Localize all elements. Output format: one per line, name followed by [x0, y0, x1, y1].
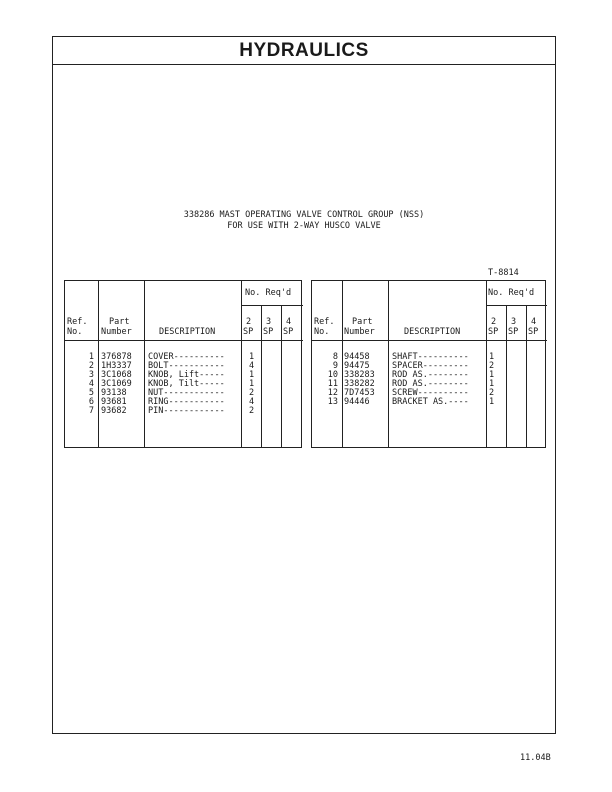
- description-header: DESCRIPTION: [159, 327, 216, 337]
- table-row-part: 93681: [101, 397, 127, 407]
- table-row-desc: SPACER---------: [392, 361, 469, 371]
- col-2sp-header-line-2: SP: [243, 327, 254, 337]
- table-row-qty: 1: [489, 352, 495, 362]
- table-row-ref: 1: [88, 352, 94, 362]
- table-row-ref: 10: [327, 370, 338, 380]
- table-row-part: 3C1068: [101, 370, 132, 380]
- group-heading-line-1: 338286 MAST OPERATING VALVE CONTROL GROUP (NSS): [183, 210, 425, 220]
- parts-table-left: [64, 280, 302, 448]
- col-4sp-header-line-1: 4: [286, 317, 292, 327]
- table-row-part: 7D7453: [344, 388, 375, 398]
- table-row-part: 93682: [101, 406, 127, 416]
- table-row-qty: 2: [489, 388, 495, 398]
- table-row-desc: RING-----------: [148, 397, 225, 407]
- table-row-desc: BOLT-----------: [148, 361, 225, 371]
- table-row-part: 94475: [344, 361, 370, 371]
- ref-header-line-1: Ref.: [67, 317, 88, 327]
- table-row-ref: 4: [88, 379, 94, 389]
- table-row-qty: 2: [249, 388, 255, 398]
- col-4sp-header-line-2: SP: [283, 327, 294, 337]
- table-row-desc: KNOB, Tilt-----: [148, 379, 225, 389]
- table-row-desc: PIN------------: [148, 406, 225, 416]
- page-title: HYDRAULICS: [239, 39, 369, 61]
- table-row-part: 94446: [344, 397, 370, 407]
- table-row-ref: 2: [88, 361, 94, 371]
- table-row-ref: 6: [88, 397, 94, 407]
- table-row-desc: NUT------------: [148, 388, 225, 398]
- table-row-desc: ROD AS.--------: [392, 370, 469, 380]
- part-header-line-2: Number: [344, 327, 375, 337]
- table-row-part: 94458: [344, 352, 370, 362]
- page-number: 11.04B: [520, 753, 551, 763]
- table-row-part: 93138: [101, 388, 127, 398]
- parts-table-right: [311, 280, 546, 448]
- table-row-ref: 5: [88, 388, 94, 398]
- table-row-qty: 1: [249, 352, 255, 362]
- table-row-ref: 9: [332, 361, 338, 371]
- title-bar: [53, 37, 555, 65]
- figure-reference: T-8814: [488, 268, 519, 278]
- col-4sp-header-line-1: 4: [531, 317, 537, 327]
- table-row-qty: 4: [249, 361, 255, 371]
- part-header-line-2: Number: [101, 327, 132, 337]
- table-row-ref: 7: [88, 406, 94, 416]
- table-row-qty: 2: [249, 406, 255, 416]
- table-row-qty: 1: [249, 379, 255, 389]
- table-row-qty: 1: [489, 379, 495, 389]
- table-row-qty: 4: [249, 397, 255, 407]
- no-reqd-header: No. Req'd: [245, 288, 292, 298]
- part-header-line-1: Part: [352, 317, 373, 327]
- ref-header-line-1: Ref.: [314, 317, 335, 327]
- table-row-ref: 3: [88, 370, 94, 380]
- col-3sp-header-line-1: 3: [511, 317, 517, 327]
- part-header-line-1: Part: [109, 317, 130, 327]
- table-row-ref: 12: [327, 388, 338, 398]
- ref-header-line-2: No.: [314, 327, 330, 337]
- table-row-desc: COVER----------: [148, 352, 225, 362]
- table-row-desc: SCREW----------: [392, 388, 469, 398]
- col-3sp-header-line-1: 3: [266, 317, 272, 327]
- table-row-ref: 8: [332, 352, 338, 362]
- table-row-part: 1H3337: [101, 361, 132, 371]
- table-row-desc: SHAFT----------: [392, 352, 469, 362]
- table-row-desc: BRACKET AS.----: [392, 397, 469, 407]
- col-3sp-header-line-2: SP: [263, 327, 274, 337]
- col-3sp-header-line-2: SP: [508, 327, 519, 337]
- col-2sp-header-line-2: SP: [488, 327, 499, 337]
- table-row-qty: 2: [489, 361, 495, 371]
- table-row-desc: KNOB, Lift-----: [148, 370, 225, 380]
- table-row-qty: 1: [249, 370, 255, 380]
- table-row-part: 3C1069: [101, 379, 132, 389]
- no-reqd-header: No. Req'd: [488, 288, 535, 298]
- ref-header-line-2: No.: [67, 327, 83, 337]
- table-row-qty: 1: [489, 397, 495, 407]
- table-row-desc: ROD AS.--------: [392, 379, 469, 389]
- description-header: DESCRIPTION: [404, 327, 461, 337]
- table-row-part: 338283: [344, 370, 375, 380]
- table-row-part: 376878: [101, 352, 132, 362]
- group-heading-line-2: FOR USE WITH 2-WAY HUSCO VALVE: [227, 221, 381, 231]
- table-row-part: 338282: [344, 379, 375, 389]
- col-2sp-header-line-1: 2: [491, 317, 497, 327]
- col-2sp-header-line-1: 2: [246, 317, 252, 327]
- table-row-qty: 1: [489, 370, 495, 380]
- table-row-ref: 11: [327, 379, 338, 389]
- col-4sp-header-line-2: SP: [528, 327, 539, 337]
- table-row-ref: 13: [327, 397, 338, 407]
